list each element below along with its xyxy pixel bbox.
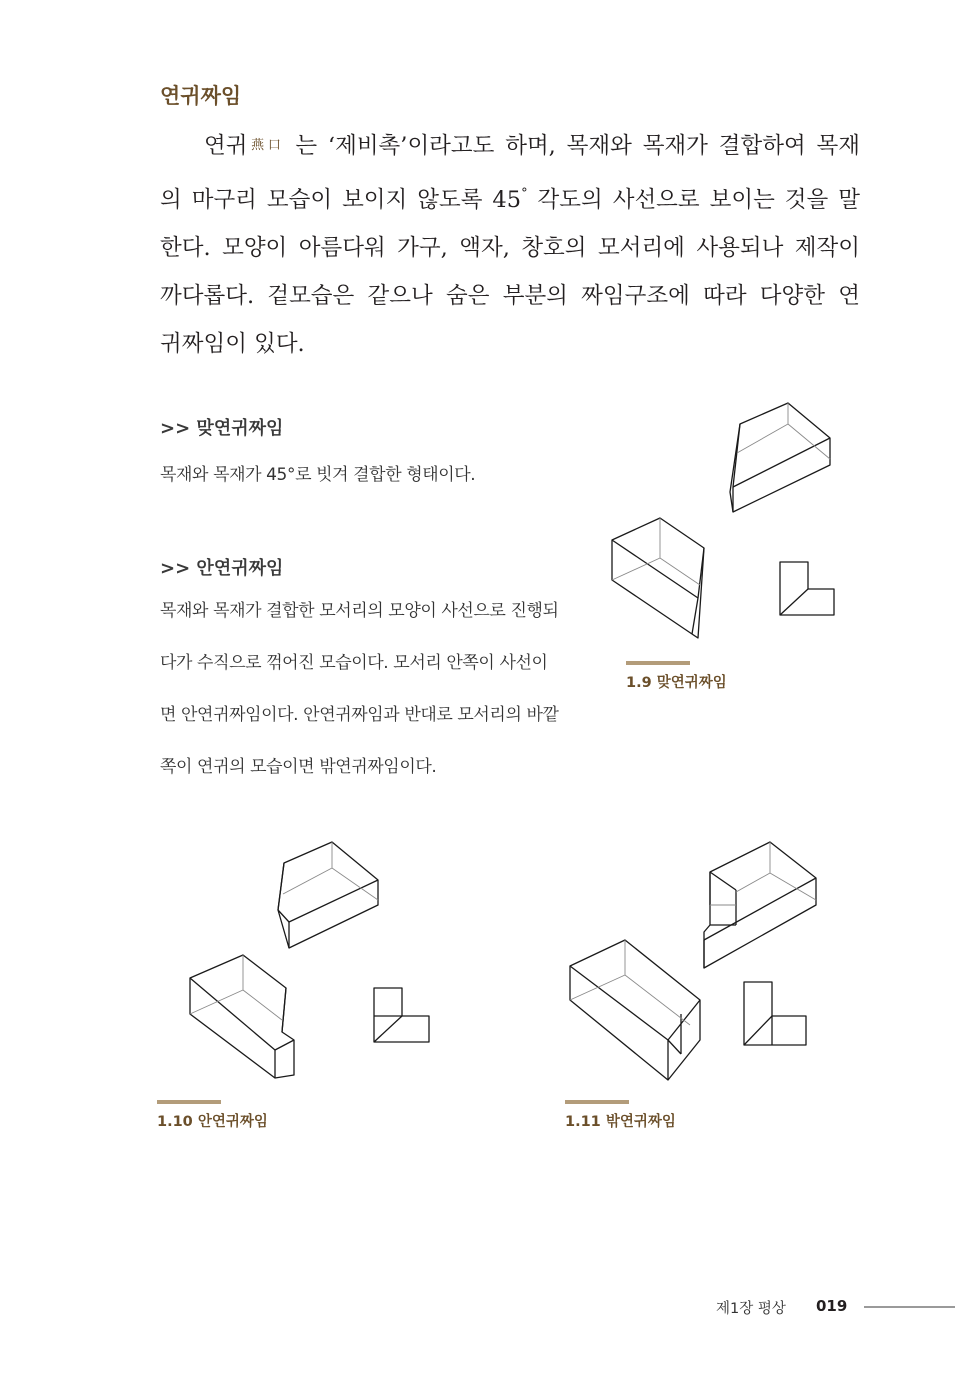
an-paragraph <box>160 585 590 793</box>
figure-1-10-drawing <box>180 835 440 1085</box>
intro-line-1-b: 는 ‘제비촉’이라고도 하며, 목재와 목재가 결합하여 목재 <box>284 133 860 159</box>
fig-1-11-lower-piece <box>570 940 700 1080</box>
intro-paragraph <box>160 122 860 368</box>
intro-line-1-a: 연귀 <box>204 133 248 159</box>
fig-1-9-caption-bar <box>626 661 690 665</box>
footer-rule <box>864 1306 955 1308</box>
fig-1-9-upper-piece <box>730 403 830 512</box>
figure-1-11-drawing <box>560 835 820 1095</box>
intro-line-2 <box>160 170 860 224</box>
mat-text: 목재와 목재가 45°로 빗겨 결합한 형태이다. <box>160 465 476 485</box>
page-number: 019 <box>816 1297 848 1315</box>
fig-1-11-caption: 1.11 밖연귀짜임 <box>565 1114 676 1130</box>
fig-1-9-caption: 1.9 맞연귀짜임 <box>626 675 727 691</box>
an-line-3: 면 안연귀짜임이다. 안연귀짜임과 반대로 모서리의 바깥 <box>160 705 559 725</box>
fig-1-11-upper-piece <box>704 842 816 968</box>
fig-1-10-plan-view <box>374 988 429 1042</box>
an-line-2: 다가 수직으로 꺾어진 모습이다. 모서리 안쪽이 사선이 <box>160 653 548 673</box>
an-line-4: 쪽이 연귀의 모습이면 밖연귀짜임이다. <box>160 757 437 777</box>
footer-chapter: 제1장 평상 <box>716 1301 786 1317</box>
hanja-annotation: 燕口 <box>247 138 285 153</box>
intro-line-2-a: 의 마구리 모습이 보이지 않도록 45 <box>160 187 522 213</box>
section-title: 연귀짜임 <box>160 84 242 108</box>
fig-1-10-lower-piece <box>190 955 294 1078</box>
fig-1-9-lower-piece <box>612 518 704 638</box>
intro-line-3: 한다. 모양이 아름다워 가구, 액자, 창호의 모서리에 사용되나 제작이 <box>160 235 860 261</box>
fig-1-11-caption-bar <box>565 1100 629 1104</box>
mat-heading: >> 맞연귀짜임 <box>160 418 284 439</box>
fig-1-9-plan-view <box>780 562 834 615</box>
an-heading: >> 안연귀짜임 <box>160 558 284 579</box>
intro-line-5: 귀짜임이 있다. <box>160 331 305 357</box>
intro-line-4: 까다롭다. 겉모습은 같으나 숨은 부분의 짜임구조에 따라 다양한 연 <box>160 283 860 309</box>
figure-1-9-drawing <box>600 395 850 645</box>
degree-mark: ° <box>521 186 528 201</box>
fig-1-10-caption: 1.10 안연귀짜임 <box>157 1114 268 1130</box>
fig-1-11-plan-view <box>744 982 806 1045</box>
fig-1-10-caption-bar <box>157 1100 221 1104</box>
intro-line-1 <box>160 122 860 170</box>
intro-line-2-b: 각도의 사선으로 보이는 것을 말 <box>527 187 860 213</box>
an-line-1: 목재와 목재가 결합한 모서리의 모양이 사선으로 진행되 <box>160 601 559 621</box>
fig-1-10-upper-piece <box>278 842 378 948</box>
